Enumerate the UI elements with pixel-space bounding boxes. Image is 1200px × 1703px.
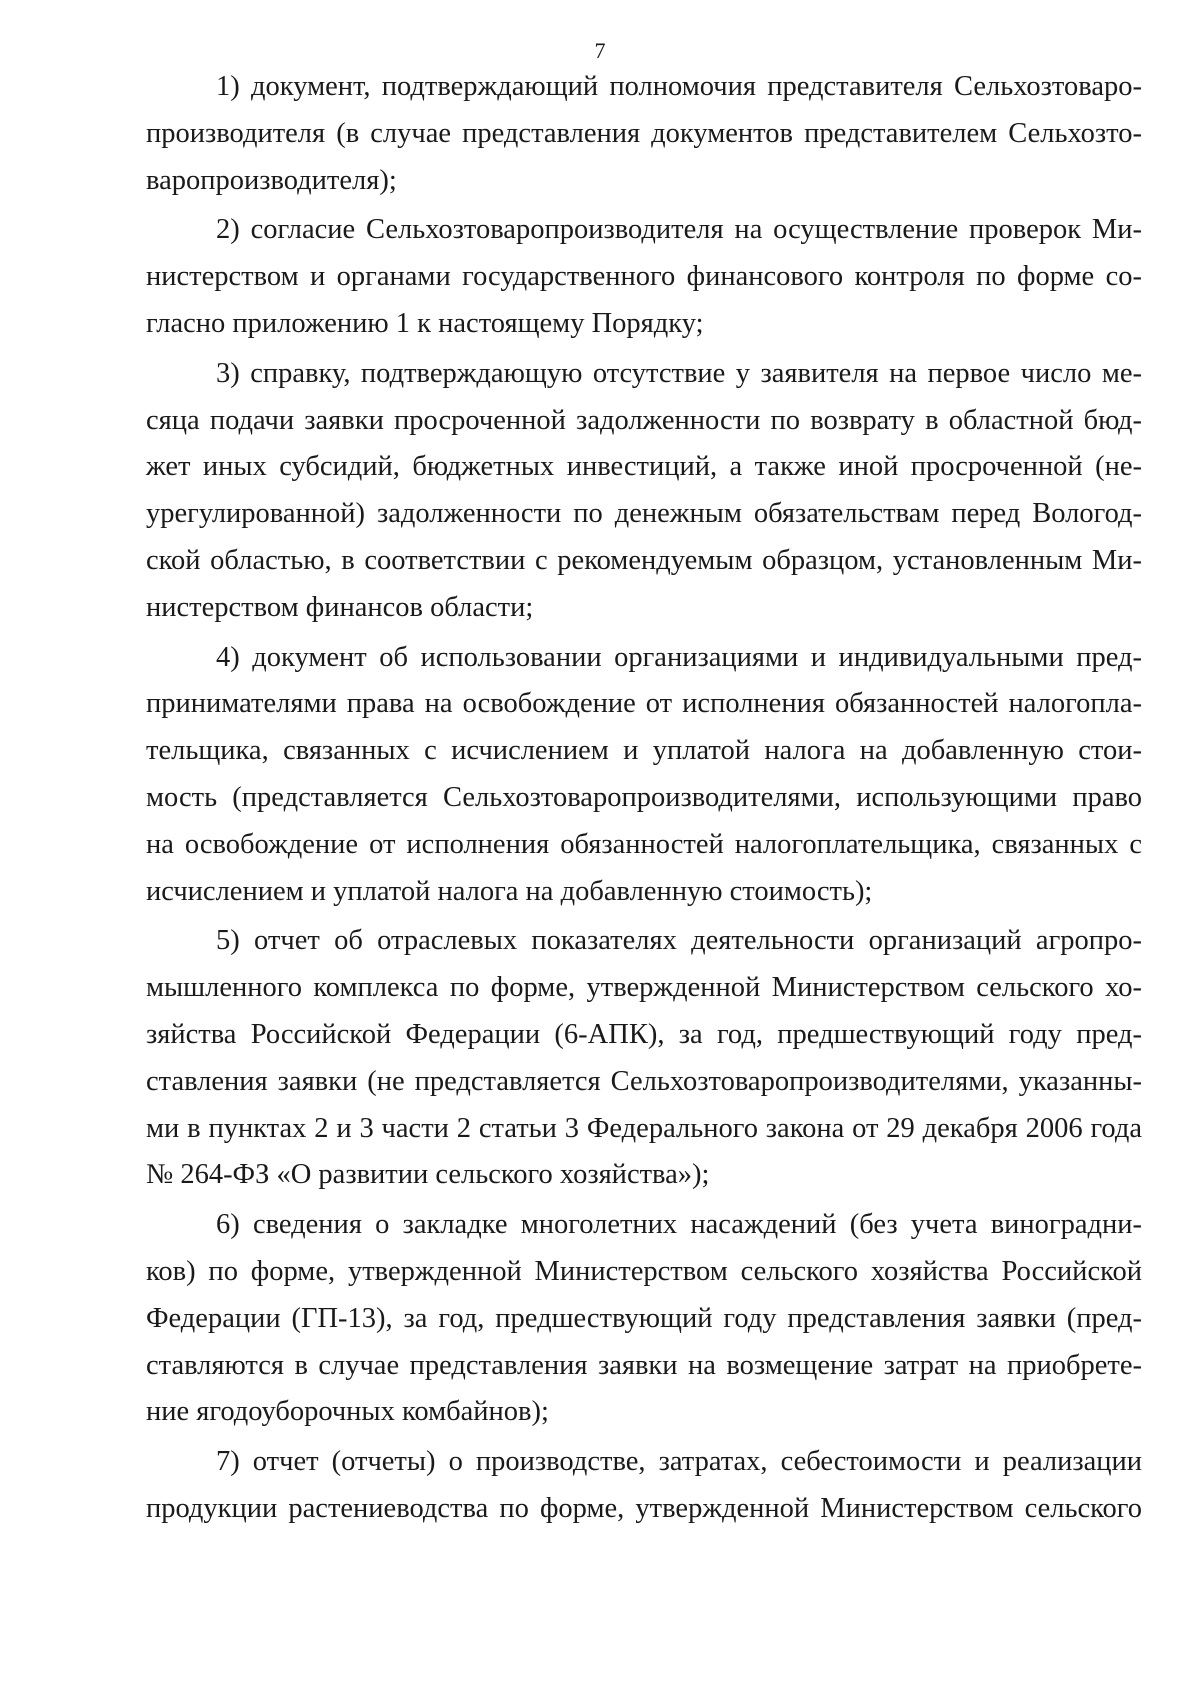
text-line: 7) отчет (отчеты) о производстве, затратах, себестоимости и реализации <box>216 1446 1142 1478</box>
page-number: 7 <box>594 38 606 63</box>
text-line: нистерством финансов области; <box>146 591 534 623</box>
text-line: 4) документ об использовании организациями и индивидуальными пред- <box>216 641 1142 673</box>
text-line: 6) сведения о закладке многолетних насаждений (без учета виноградни- <box>216 1209 1142 1241</box>
text-line: мышленного комплекса по форме, утвержденной Министерством сельского хо- <box>146 972 1142 1004</box>
text-line: ков) по форме, утвержденной Министерством сельского хозяйства Российской <box>146 1255 1142 1287</box>
text-line: 3) справку, подтверждающую отсутствие у заявителя на первое число ме- <box>216 357 1142 389</box>
list-item-paragraph <box>146 1439 1142 1533</box>
document-body <box>146 64 1142 1536</box>
text-line: 5) отчет об отраслевых показателях деятельности организаций агропро- <box>216 925 1142 957</box>
text-line: ставляются в случае представления заявки на возмещение затрат на приобрете- <box>146 1349 1142 1381</box>
text-line: производителя (в случае представления документов представителем Сельхозто- <box>146 117 1142 149</box>
text-line: принимателями права на освобождение от исполнения обязанностей налогопла- <box>146 688 1142 720</box>
text-line: ской областью, в соответствии с рекомендуемым образцом, установленным Ми- <box>146 544 1142 576</box>
list-item-paragraph <box>146 918 1142 1199</box>
text-line: продукции растениеводства по форме, утвержденной Министерством сельского <box>146 1492 1142 1524</box>
text-line: 1) документ, подтверждающий полномочия представителя Сельхозтоваро- <box>216 71 1142 102</box>
text-line: нистерством и органами государственного финансового контроля по форме со- <box>146 261 1142 293</box>
text-line: на освобождение от исполнения обязанностей налогоплательщика, связанных с <box>146 828 1142 860</box>
text-line: Федерации (ГП-13), за год, предшествующий году представления заявки (пред- <box>146 1302 1142 1334</box>
text-line: исчислением и уплатой налога на добавленную стоимость); <box>146 875 873 907</box>
text-line: гласно приложению 1 к настоящему Порядку; <box>146 307 704 339</box>
list-item-paragraph <box>146 1202 1142 1436</box>
list-item-paragraph <box>146 64 1142 204</box>
text-line: ми в пунктах 2 и 3 части 2 статьи 3 Федерального закона от 29 декабря 2006 года <box>146 1112 1142 1144</box>
text-line: урегулированной) задолженности по денежным обязательствам перед Вологод- <box>146 498 1142 530</box>
text-line: мость (представляется Сельхозтоваропроизводителями, использующими право <box>146 781 1142 813</box>
list-item-paragraph <box>146 635 1142 916</box>
text-line: ставления заявки (не представляется Сельхозтоваропроизводителями, указанны- <box>146 1065 1142 1097</box>
text-line: ние ягодоуборочных комбайнов); <box>146 1396 549 1428</box>
text-line: 2) согласие Сельхозтоваропроизводителя на осуществление проверок Ми- <box>216 214 1142 246</box>
text-line: тельщика, связанных с исчислением и уплатой налога на добавленную стои- <box>146 735 1142 767</box>
text-line: сяца подачи заявки просроченной задолженности по возврату в областной бюд- <box>146 404 1142 436</box>
text-line: жет иных субсидий, бюджетных инвестиций, а также иной просроченной (не- <box>146 451 1142 483</box>
list-item-paragraph <box>146 351 1142 632</box>
text-line: № 264-ФЗ «О развитии сельского хозяйства»); <box>146 1159 710 1191</box>
text-line: варопроизводителя); <box>146 164 397 196</box>
list-item-paragraph <box>146 207 1142 347</box>
text-line: зяйства Российской Федерации (6-АПК), за год, предшествующий году пред- <box>146 1018 1142 1050</box>
